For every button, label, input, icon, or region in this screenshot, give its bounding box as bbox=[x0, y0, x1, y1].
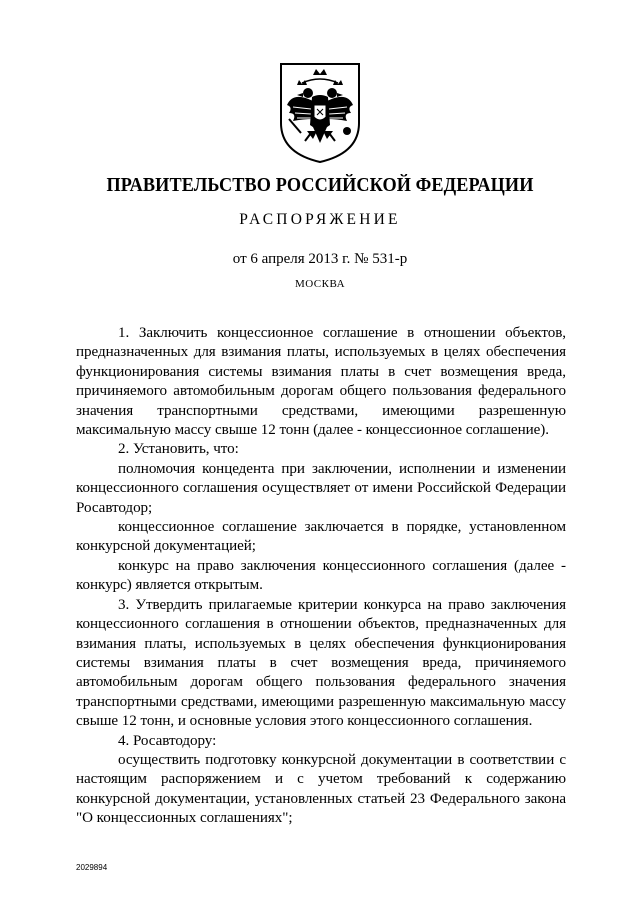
paragraph: 3. Утвердить прилагаемые критерии конкурса на право заключения концессионного соглашения в отношении объектов, предназначенных для взимания платы, используемых в целях обеспечения функционирования системы взимания платы в счет возмещения вреда, причиняемого автомобильным дорогам общего пользования федерального значения транспортными средствами, имеющими разрешенную максимальную массу свыше 12 тонн, и основные условия этого концессионного соглашения. bbox=[76, 596, 566, 730]
russian-coat-of-arms-icon bbox=[273, 61, 367, 165]
paragraph: 4. Росавтодору: bbox=[118, 732, 217, 749]
paragraph: конкурс на право заключения концессионного соглашения (далее - конкурс) является открытым. bbox=[76, 557, 566, 594]
document-date-number: от 6 апреля 2013 г. № 531-р bbox=[232, 251, 408, 267]
document-type: РАСПОРЯЖЕНИЕ bbox=[239, 211, 401, 228]
paragraph: 2. Установить, что: bbox=[118, 441, 239, 458]
paragraph: полномочия концедента при заключении, исполнении и изменении концессионного соглашения осуществляет от имени Российской Федерации Росавтодор; bbox=[76, 460, 566, 516]
coat-of-arms-emblem bbox=[273, 61, 367, 165]
document-body bbox=[76, 324, 566, 829]
government-title: ПРАВИТЕЛЬСТВО РОССИЙСКОЙ ФЕДЕРАЦИИ bbox=[106, 175, 534, 196]
paragraph: 1. Заключить концессионное соглашение в отношении объектов, предназначенных для взимания платы, используемых в целях обеспечения функционирования системы взимания платы в счет возмещения вреда, причиняемого автомобильным дорогам общего пользования федерального значения транспортными средствами, имеющими разрешенную максимальную массу свыше 12 тонн (далее - концессионное соглашение). bbox=[76, 325, 566, 439]
paragraph: осуществить подготовку конкурсной документации в соответствии с настоящим распоряжением и с учетом требований к содержанию конкурсной документации, установленных статьей 23 Федерального закона "О концессионных соглашениях"; bbox=[76, 751, 566, 827]
document-code: 2029894 bbox=[76, 863, 108, 872]
document-city: МОСКВА bbox=[294, 278, 346, 290]
paragraph: концессионное соглашение заключается в порядке, установленном конкурсной документацией; bbox=[76, 519, 566, 555]
